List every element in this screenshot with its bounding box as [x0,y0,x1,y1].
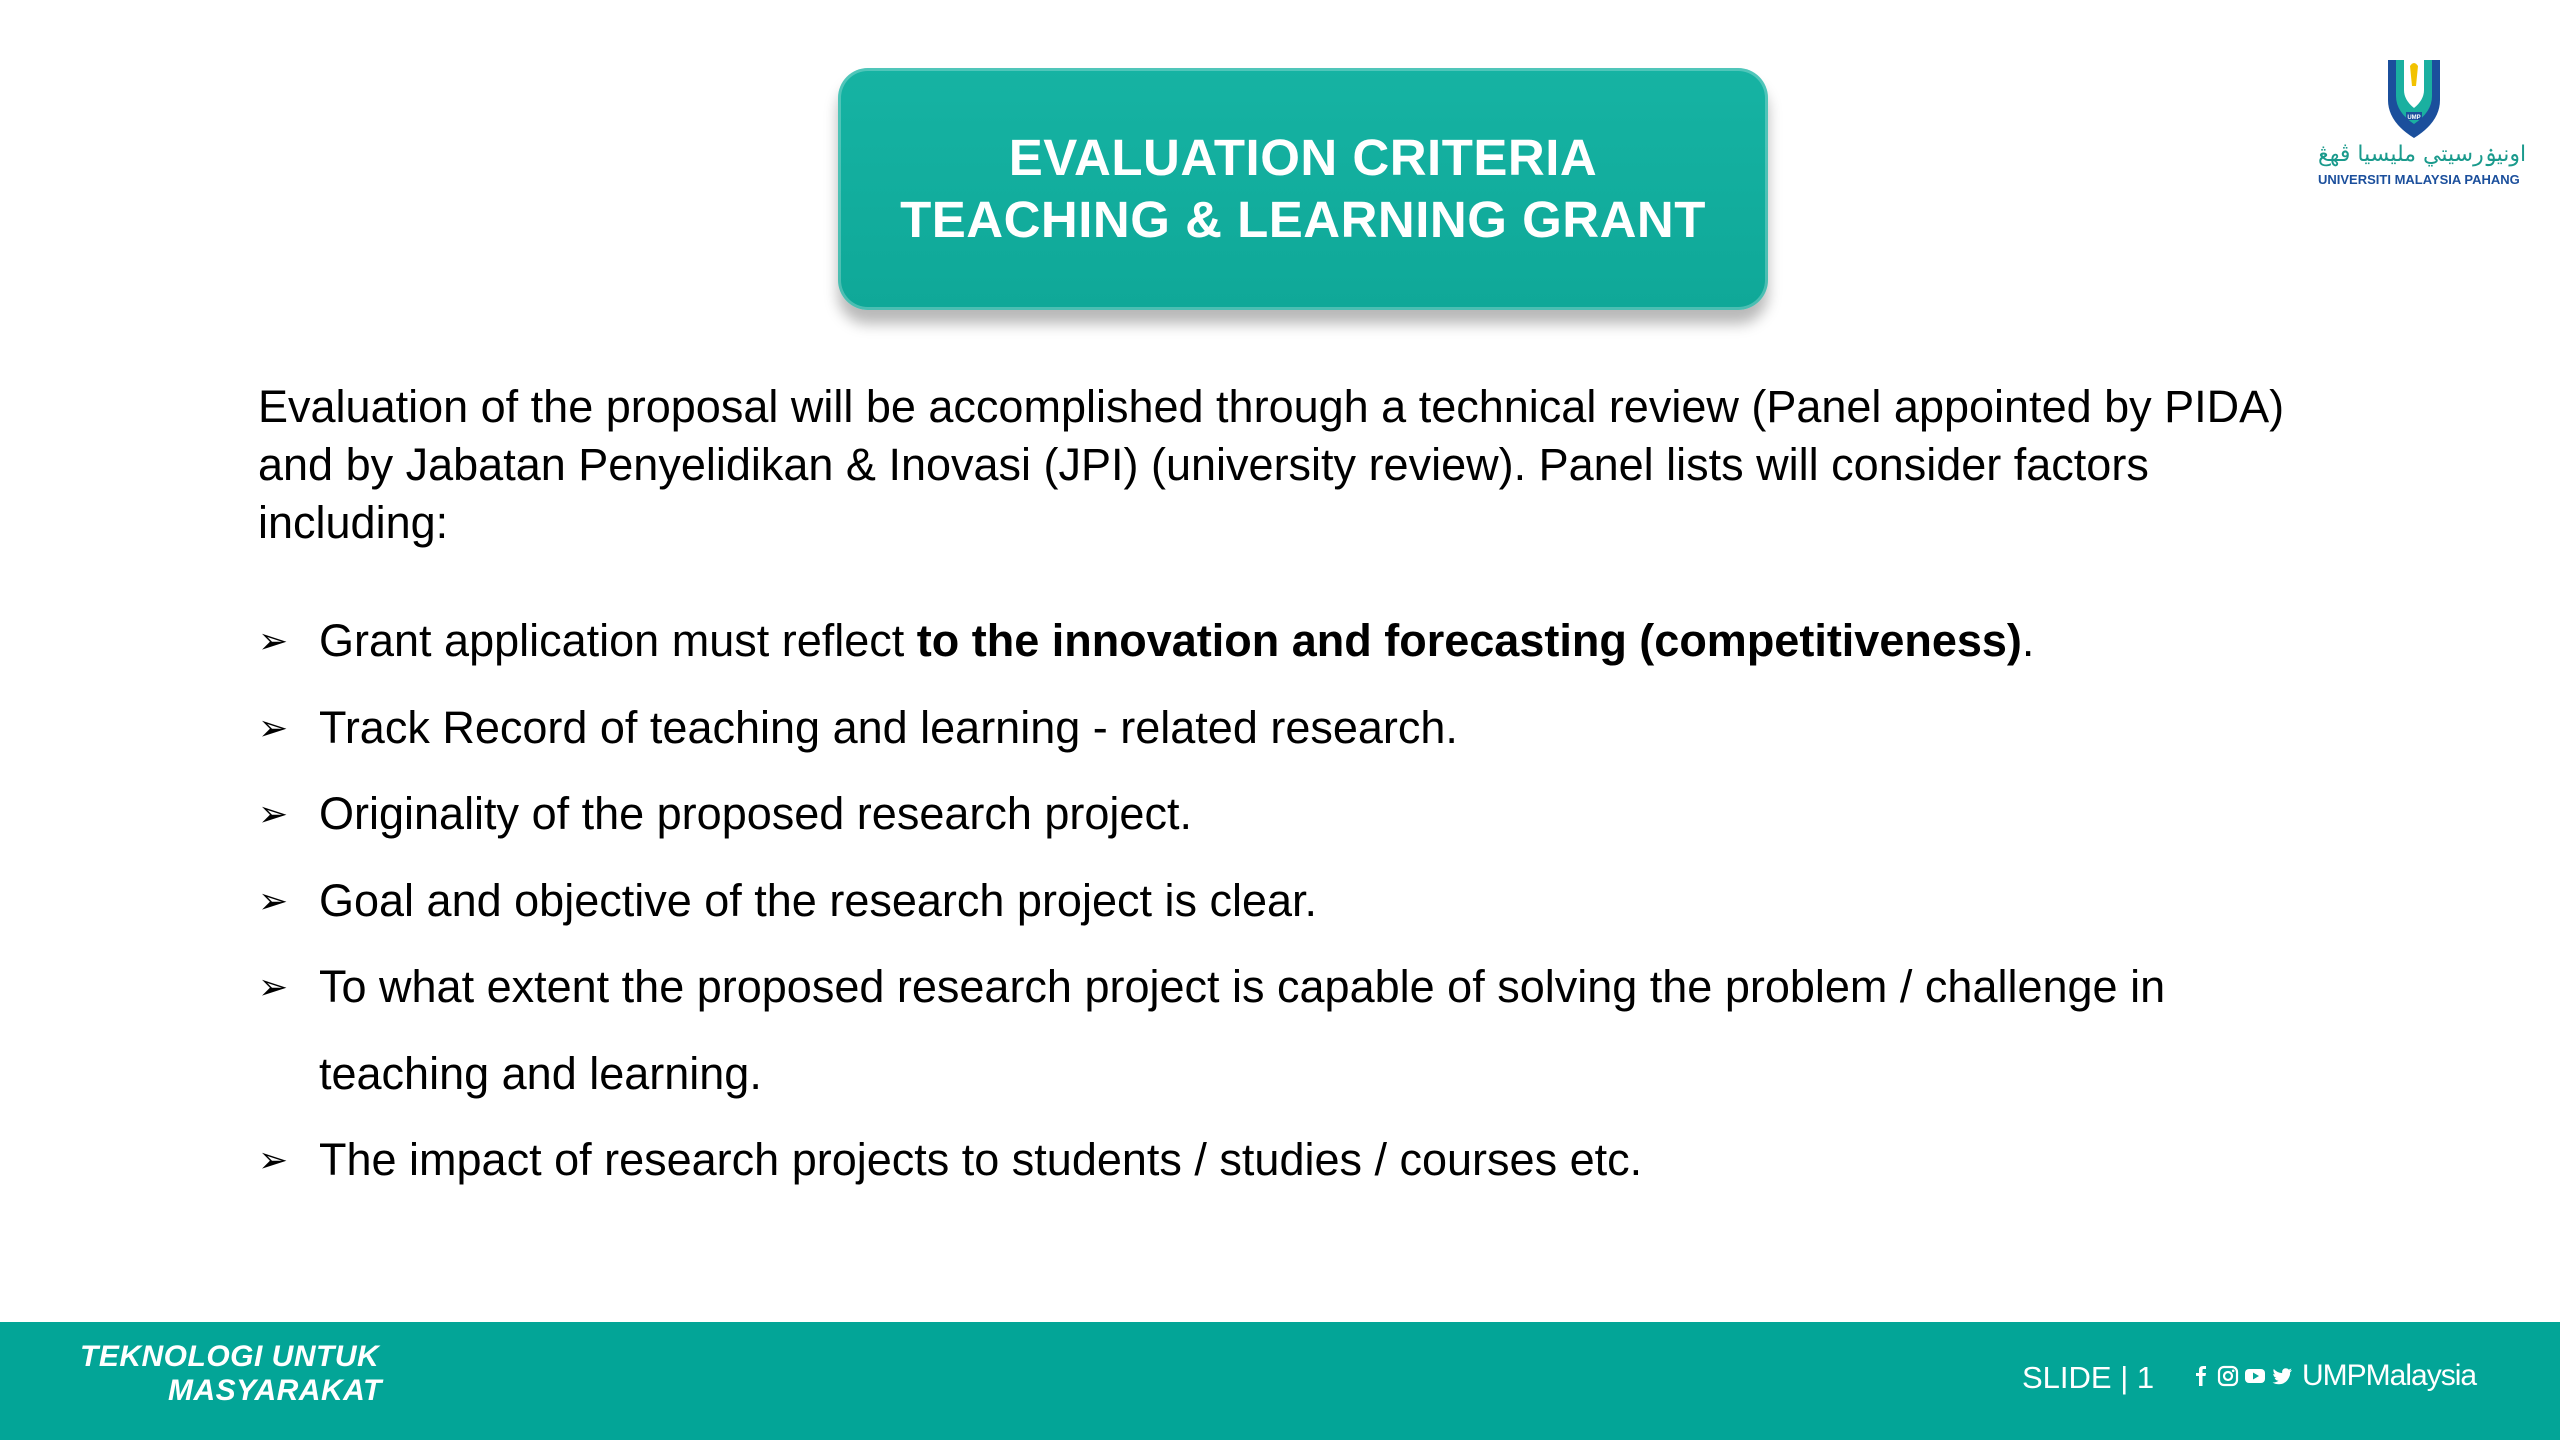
footer-tagline [80,1340,382,1408]
intro-paragraph: Evaluation of the proposal will be accomplished through a technical review (Panel appointed by PIDA) and by Jabatan Penyelidikan & Inovasi (JPI) (university review). Panel lists will consider factors including: [258,381,2285,548]
tagline-line-2: MASYARAKAT [168,1374,382,1407]
list-item-text-bold: to the innovation and forecasting (competitiveness) [916,615,2022,666]
shield-label: UMP [2407,115,2421,121]
instagram-icon[interactable] [2217,1365,2239,1387]
arrow-bullet-icon: ➢ [258,966,289,1007]
tagline-line-1: TEKNOLOGI UNTUK [80,1340,380,1373]
university-logo [2318,56,2527,188]
list-item [258,858,2338,945]
list-item-text: Track Record of teaching and learning - related research. [319,701,1458,753]
logo-jawi-text: اونيۏرسيتي مليسيا ڤهڠ [2318,142,2527,167]
title-line-2: TEACHING & LEARNING GRANT [900,191,1706,248]
list-item-text: The impact of research projects to students / studies / courses etc. [319,1134,1643,1185]
arrow-bullet-icon: ➢ [258,1139,289,1180]
slide-number: SLIDE | 1 [2022,1360,2155,1395]
criteria-list [258,598,2338,1204]
arrow-bullet-icon: ➢ [258,620,289,661]
list-item [258,685,2338,772]
footer-bar [0,1322,2560,1440]
list-item-text: Originality of the proposed research project. [319,788,1192,839]
arrow-bullet-icon: ➢ [258,879,289,921]
list-item [258,598,2338,685]
twitter-icon[interactable] [2271,1365,2293,1387]
title-line-1: EVALUATION CRITERIA [1008,129,1598,186]
list-item [258,1117,2338,1204]
youtube-icon[interactable] [2244,1365,2266,1387]
list-item [258,771,2338,858]
social-links [2190,1356,2476,1396]
arrow-bullet-icon: ➢ [258,793,289,834]
arrow-bullet-icon: ➢ [258,706,289,748]
logo-university-name: UNIVERSITI MALAYSIA PAHANG [2318,172,2520,187]
title-box [838,68,1768,310]
ump-shield-icon [2384,56,2444,140]
facebook-icon[interactable] [2190,1365,2212,1387]
list-item-text-post: . [2021,615,2035,666]
list-item-text-pre: Grant application must reflect [319,615,917,666]
social-handle[interactable]: UMPMalaysia [2302,1359,2477,1392]
list-item-text: Goal and objective of the research project is clear. [319,874,1318,926]
list-item-text: To what extent the proposed research project is capable of solving the problem / challenge in teaching and learning. [319,961,2166,1099]
list-item [258,944,2338,1117]
